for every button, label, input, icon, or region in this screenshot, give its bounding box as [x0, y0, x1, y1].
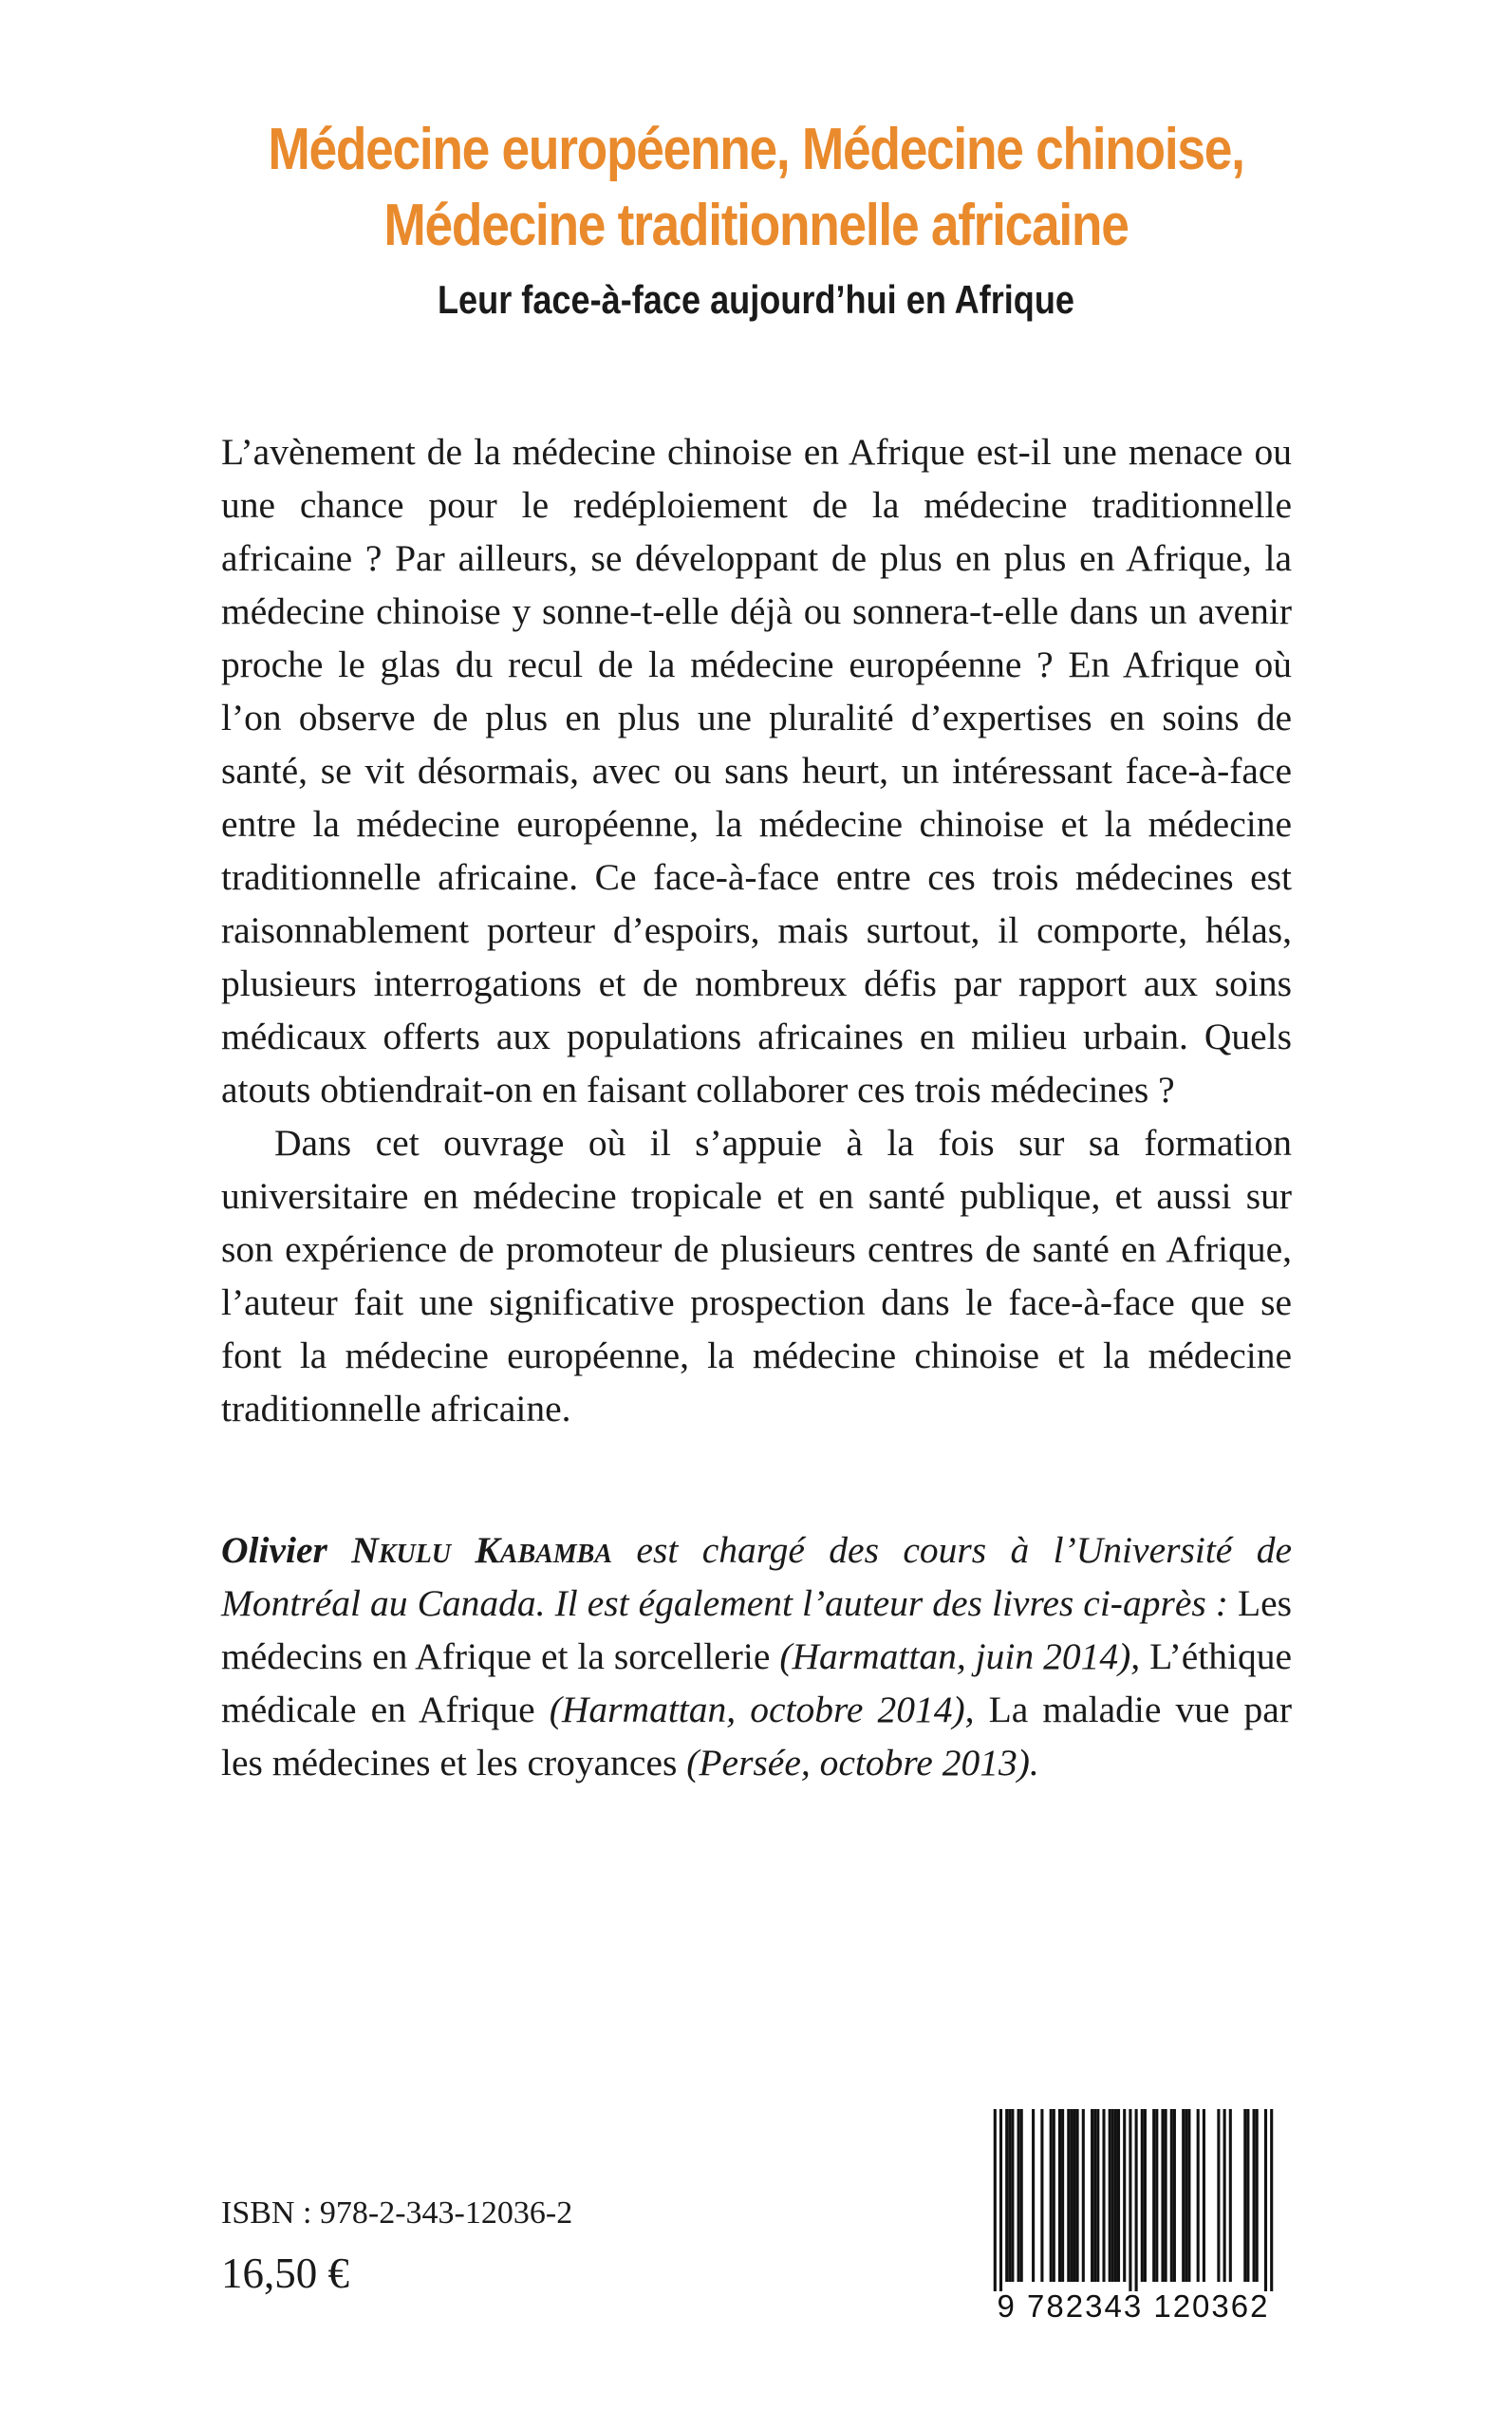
author-bio — [221, 1523, 1292, 1789]
barcode-bar — [1187, 2109, 1190, 2282]
barcode-bar — [1053, 2109, 1055, 2282]
author-name — [221, 1529, 612, 1571]
barcode-bar — [1217, 2109, 1220, 2282]
barcode-bar — [1091, 2109, 1093, 2282]
barcode-bar — [1165, 2109, 1167, 2282]
price-label: 16,50 € — [221, 2250, 349, 2297]
title-line-1: Médecine européenne, Médecine chinoise, — [268, 117, 1244, 182]
barcode-bar — [1017, 2109, 1020, 2282]
barcode-bar — [1223, 2109, 1226, 2282]
summary-paragraph-1: L’avènement de la médecine chinoise en Afrique est-il une menace ou une chance pour le redéploiement de la médecine traditionnelle africaine ? Par ailleurs, se développant de plus en plus en Afrique, la médecine chinoise y sonne-t-elle déjà ou sonnera-t-elle dans un avenir proche le glas du recul de la médecine européenne ? En Afrique où l’on observe de plus en plus une pluralité d’expertises en soins de santé, se vit désormais, avec ou sans heurt, un intéressant face-à-face entre la médecine européenne, la médecine chinoise et la médecine traditionnelle africaine. Ce face-à-face entre ces trois médecines est raisonnablement porteur d’espoirs, mais surtout, il comporte, hélas, plusieurs interrogations et de nombreux défis par rapport aux soins médicaux offerts aux populations africaines en milieu urbain. Quels atouts obtiendrait-on en faisant collaborer ces trois médecines ? — [221, 431, 1292, 1111]
barcode-bar — [994, 2109, 997, 2291]
author-first-name: Olivier — [221, 1529, 327, 1571]
barcode-bar — [1008, 2109, 1011, 2282]
barcode-bar — [1093, 2109, 1096, 2282]
barcode-bar — [1264, 2109, 1267, 2291]
summary-text — [221, 425, 1292, 1435]
barcode-bar — [1070, 2109, 1073, 2282]
barcode-bar — [1155, 2109, 1158, 2282]
barcode-bar — [1173, 2109, 1176, 2282]
barcode-bar — [1135, 2109, 1138, 2291]
barcode-bar — [1170, 2109, 1173, 2282]
barcode-bar — [1182, 2109, 1185, 2282]
book-title-1: Les médecins en Afrique et la sorcellerie — [221, 1582, 1292, 1677]
barcode-bar — [1114, 2109, 1117, 2282]
title-line-2: Médecine traditionnelle africaine — [383, 193, 1129, 258]
barcode-bar — [1203, 2109, 1205, 2282]
barcode-bar — [1117, 2109, 1120, 2282]
barcode-bar — [1050, 2109, 1053, 2282]
book-publisher-3: (Persée, octobre 2013). — [677, 1742, 1039, 1783]
barcode-bar — [1161, 2109, 1164, 2282]
barcode-bar — [1229, 2109, 1232, 2282]
book-title-2: L’éthique médicale en Afrique — [221, 1635, 1292, 1730]
barcode-bar — [1020, 2109, 1023, 2282]
bio-intro: est chargé des cours à l’Université de Montréal au Canada. Il est également l’auteur des livres ci-après : — [221, 1529, 1292, 1624]
barcode-bar — [1096, 2109, 1099, 2282]
barcode-bar — [999, 2109, 1002, 2291]
cover-subtitle: Leur face-à-face aujourd’hui en Afrique — [437, 277, 1075, 322]
barcode-bar — [1141, 2109, 1144, 2282]
barcode-bar — [1144, 2109, 1147, 2282]
barcode-bar — [1073, 2109, 1075, 2282]
author-last-name: Nkulu Kabamba — [351, 1529, 613, 1571]
summary-paragraph-2: Dans cet ouvrage où il s’appuie à la fois sur sa formation universitaire en médecine tropicale et en santé publique, et aussi sur son expérience de promoteur de plusieurs centres de santé en Afrique, l’auteur fait une significative prospection dans le face-à-face que se font la médecine européenne, la médecine chinoise et la médecine traditionnelle africaine. — [221, 1122, 1292, 1429]
barcode-digits: 9 782343 120362 — [997, 2288, 1270, 2324]
barcode-bar — [1270, 2109, 1273, 2291]
barcode-bar — [1102, 2109, 1105, 2282]
cover-title — [0, 112, 1512, 264]
barcode-bar — [1197, 2109, 1200, 2282]
barcode-bar — [1058, 2109, 1061, 2282]
barcode-bar — [1185, 2109, 1187, 2282]
barcode-bar — [1256, 2109, 1259, 2282]
barcode-bars — [979, 2101, 1288, 2291]
barcode-bar — [1005, 2109, 1008, 2282]
barcode-bar — [1246, 2109, 1249, 2282]
book-publisher-1: (Harmattan, juin 2014), — [770, 1635, 1150, 1677]
barcode-bar — [1032, 2109, 1035, 2282]
barcode-bar — [1253, 2109, 1256, 2282]
book-publisher-2: (Harmattan, octobre 2014), — [534, 1689, 989, 1730]
barcode-bar — [1111, 2109, 1114, 2282]
barcode-bar — [1011, 2109, 1014, 2282]
barcode-bar — [1082, 2109, 1085, 2282]
barcode-bar — [1129, 2109, 1131, 2291]
barcode-bar — [1067, 2109, 1070, 2282]
barcode-bar — [1076, 2109, 1079, 2282]
book-title-3: La maladie vue par les médecines et les croyances — [221, 1689, 1292, 1783]
barcode-bar — [1243, 2109, 1246, 2282]
barcode-bar — [1109, 2109, 1111, 2282]
barcode — [979, 2101, 1288, 2327]
barcode-bar — [1061, 2109, 1064, 2282]
isbn-label: ISBN : 978-2-343-12036-2 — [221, 2195, 573, 2231]
barcode-bar — [1152, 2109, 1155, 2282]
barcode-bar — [1123, 2109, 1126, 2282]
barcode-bar — [1040, 2109, 1043, 2282]
